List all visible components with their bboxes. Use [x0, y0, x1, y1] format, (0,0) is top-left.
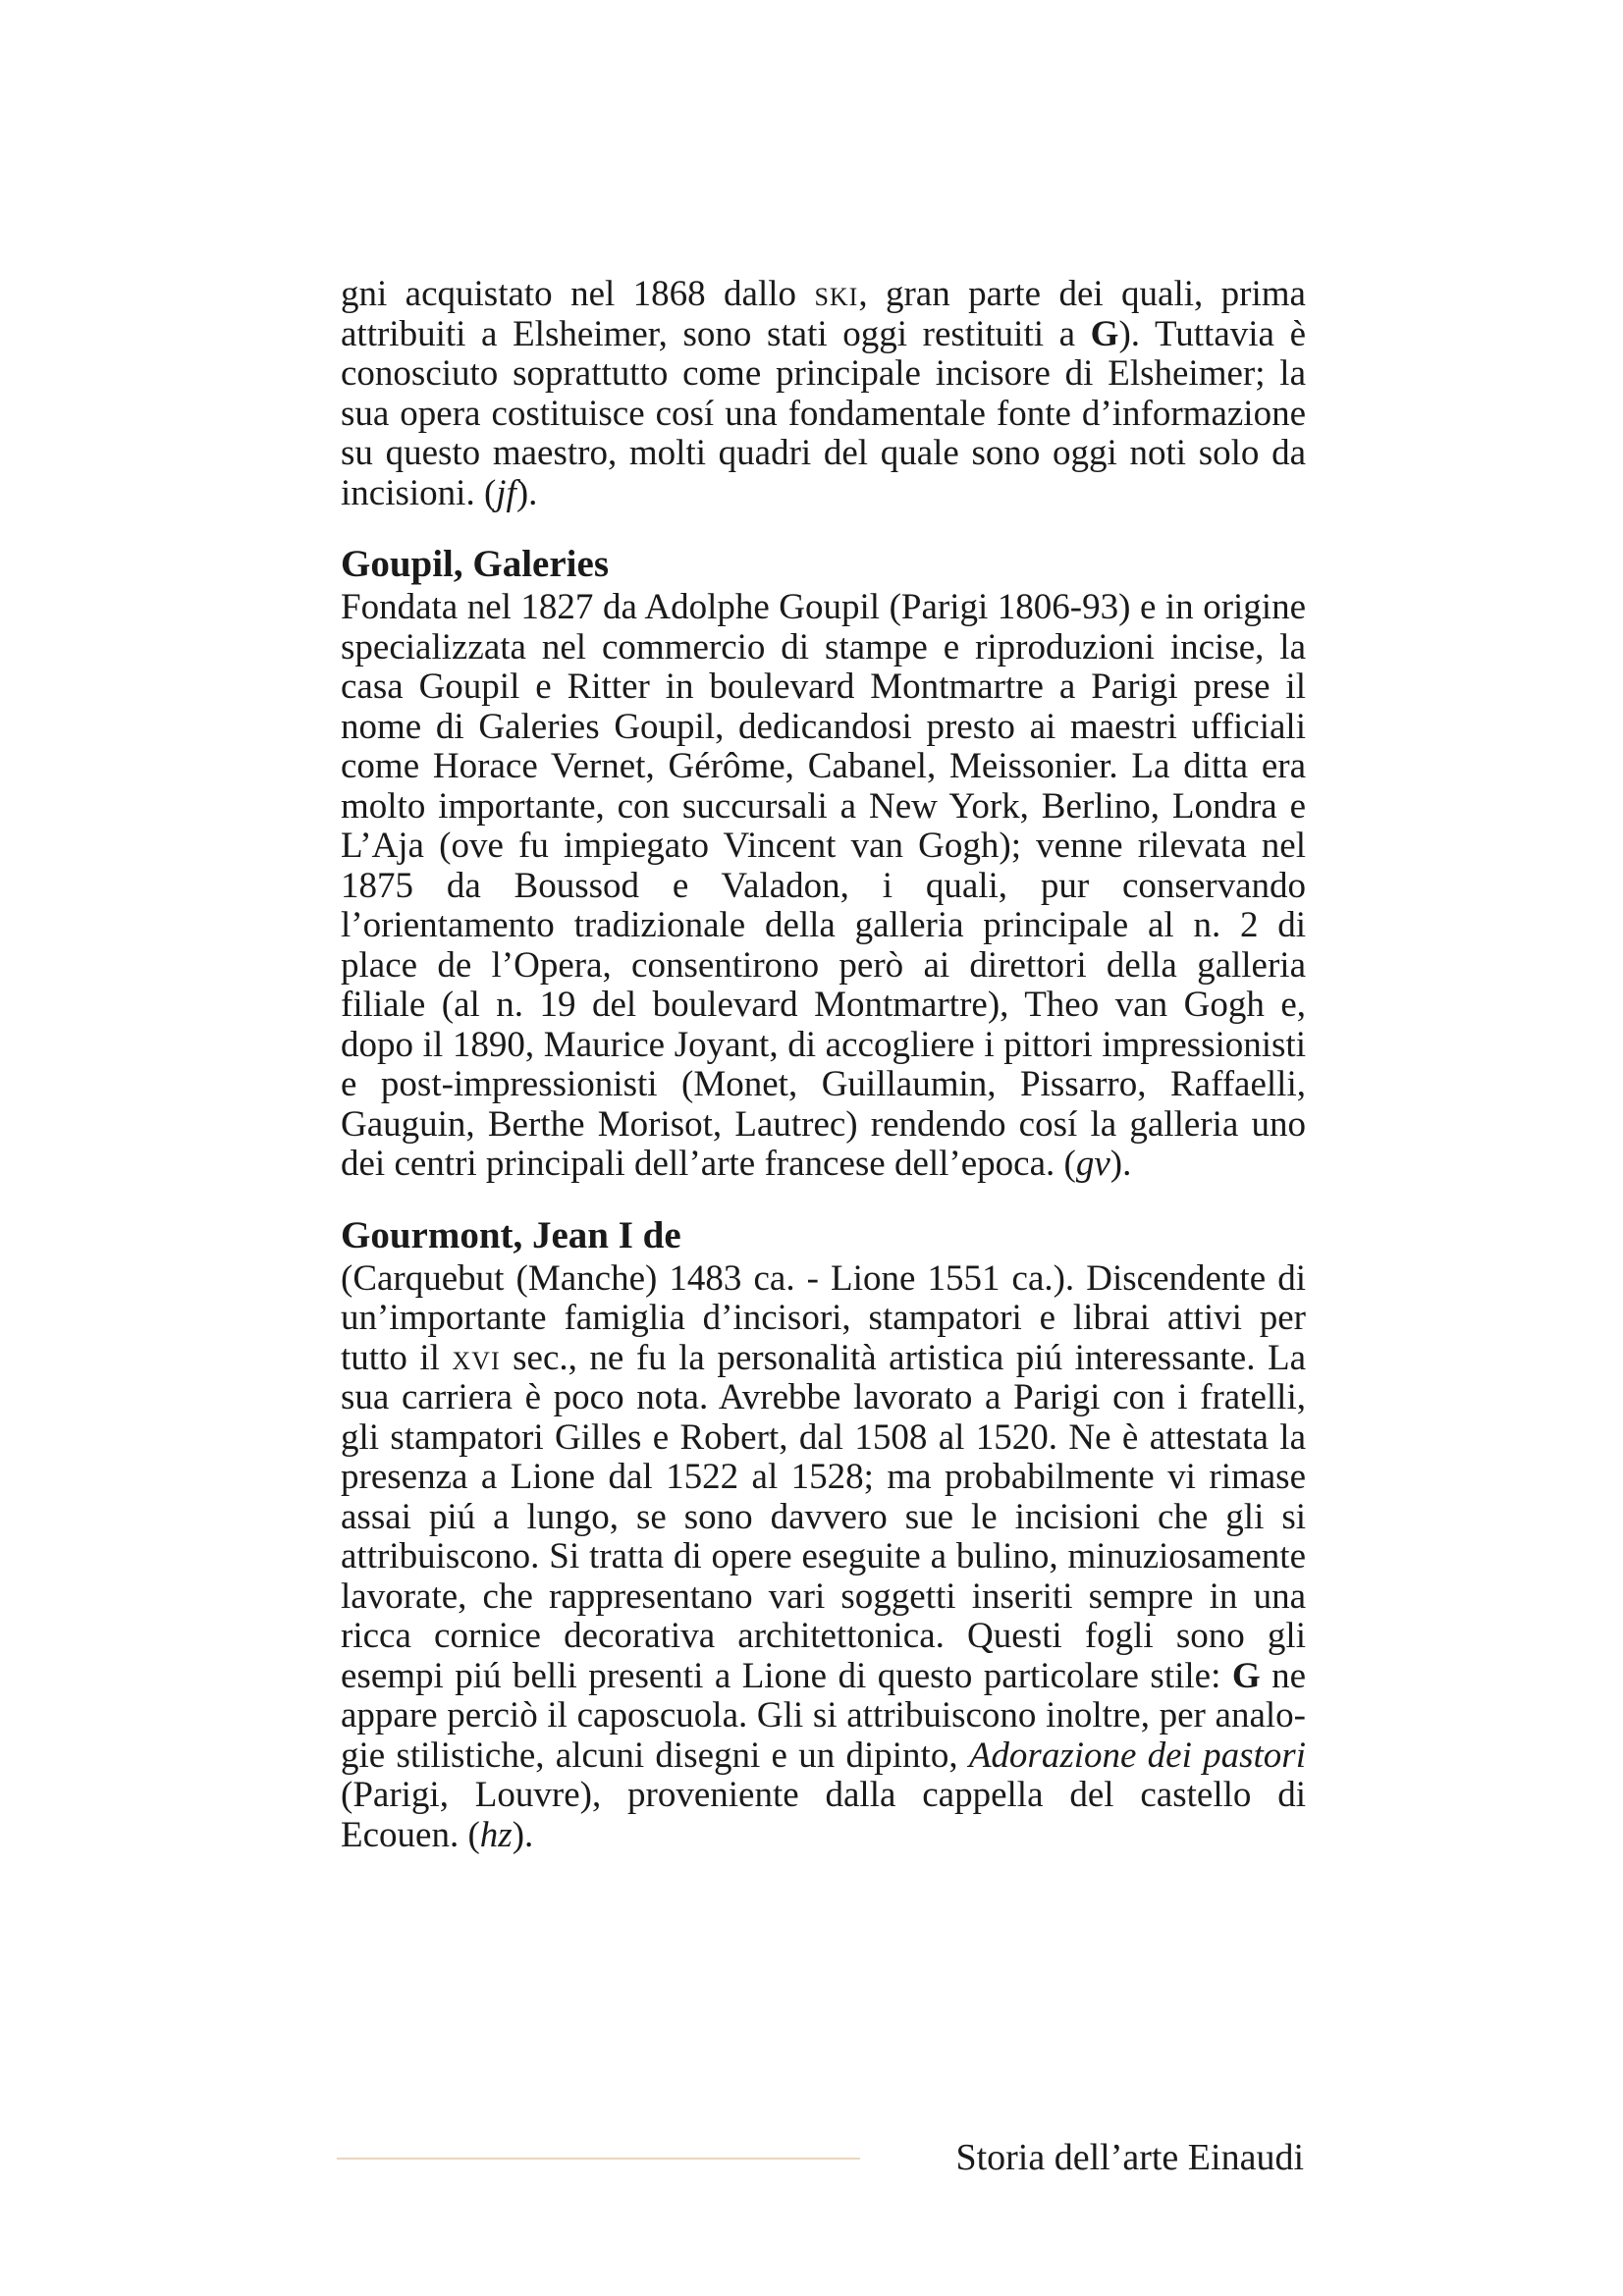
text-run: ). [512, 1814, 534, 1855]
century-numeral: xvi [452, 1337, 501, 1378]
text-run: ). [515, 472, 538, 513]
text-run: Fondata nel 1827 da Adolphe Goupil (Parigi 1806-93) e in origine specializzata nel commercio di stampe e riproduzioni incise, la casa Goupil e Ritter in boulevard Montmartre a Parigi prese il nome di Galeries Goupil, dedicandosi presto ai maestri ufficiali come Horace Vernet, Gérôme, Cabanel, Meissonier. La ditta era molto importante, con succursali a New York, Berlino, Londra e L’Aja (ove fu impiegato Vincent van Gogh); venne rilevata nel 1875 da Boussod e Valadon, i quali, pur conservando l’orientamento tradizionale della galleria principale al n. 2 di place de l’Opera, consentirono però ai direttori della galleria filiale (al n. 19 del boulevard Montmartre), Theo van Gogh e, dopo il 1890, Maurice Joyant, di accogliere i pittori impressionisti e post-impressionisti (Monet, Guillaumin, Pissarro, Raffaelli, Gauguin, Berthe Morisot, Lautrec) rendendo cosí la galleria uno dei centri principali dell’arte francese dell’epoca. ( [341, 587, 1306, 1184]
footer-publication-title: Storia dell’arte Einaudi [955, 2137, 1304, 2178]
text-run: , gran parte dei quali, prima attribuiti a Elsheimer, sono stati oggi restituiti a [341, 274, 1306, 354]
text-run: (Parigi, Louvre), proveniente dalla cappella del castello di Ecouen. ( [341, 1775, 1306, 1855]
footer-rule [337, 2158, 860, 2160]
text-run: gni acquistato nel 1868 dallo [341, 274, 815, 314]
continuation-paragraph [341, 275, 1306, 513]
author-initials: gv [1075, 1144, 1110, 1184]
entry-gourmont [341, 1214, 1306, 1856]
entry-body [341, 588, 1306, 1185]
text-run: ). [1109, 1144, 1132, 1184]
institution-abbreviation: ski [814, 274, 859, 314]
subject-initial: G [1231, 1655, 1261, 1696]
text-run: ne appare perciò il caposcuola. Gli si attribuiscono inoltre, per analogie stilistiche, alcuni disegni e un dipinto, [341, 1655, 1306, 1776]
entry-body [341, 1259, 1306, 1856]
author-initials: jf [496, 472, 516, 513]
text-run: sec., ne fu la personalità artistica piú interessante. La sua carriera è poco nota. Avrebbe lavorato a Parigi con i fratelli, gli stampatori Gilles e Robert, dal 1508 al 1520. Ne è attestata la presenza a Lione dal 1522 al 1528; ma probabilmente vi rimase assai piú a lungo, se sono davvero sue le incisioni che gli si attribuiscono. Si tratta di opere eseguite a bulino, minuziosamente lavorate, che rappresentano vari soggetti inseriti sempre in una ricca cornice decorativa architettonica. Questi fogli sono gli esempi piú belli presenti a Lione di questo particolare stile: [341, 1337, 1307, 1696]
text-run: (Carquebut (Manche) 1483 ca. - Lione 1551 ca.). Discendente di un’importante famiglia d’incisori, stampatori e librai attivi per tutto il [341, 1257, 1306, 1378]
entry-title: Goupil, Galeries [341, 543, 609, 585]
artwork-title: Adorazione dei pastori [968, 1735, 1306, 1776]
text-run: ). Tuttavia è conosciuto soprattutto come principale incisore di Elsheimer; la sua opera costituisce cosí una fondamentale fonte d’informazione su questo maestro, molti quadri del quale sono oggi noti solo da incisioni. ( [341, 313, 1307, 513]
page-footer [337, 2134, 1304, 2183]
author-initials: hz [479, 1814, 513, 1855]
entry-goupil [341, 543, 1306, 1185]
subject-initial: G [1090, 313, 1119, 354]
entry-title: Gourmont, Jean I de [341, 1213, 681, 1256]
page-content [341, 275, 1306, 1855]
